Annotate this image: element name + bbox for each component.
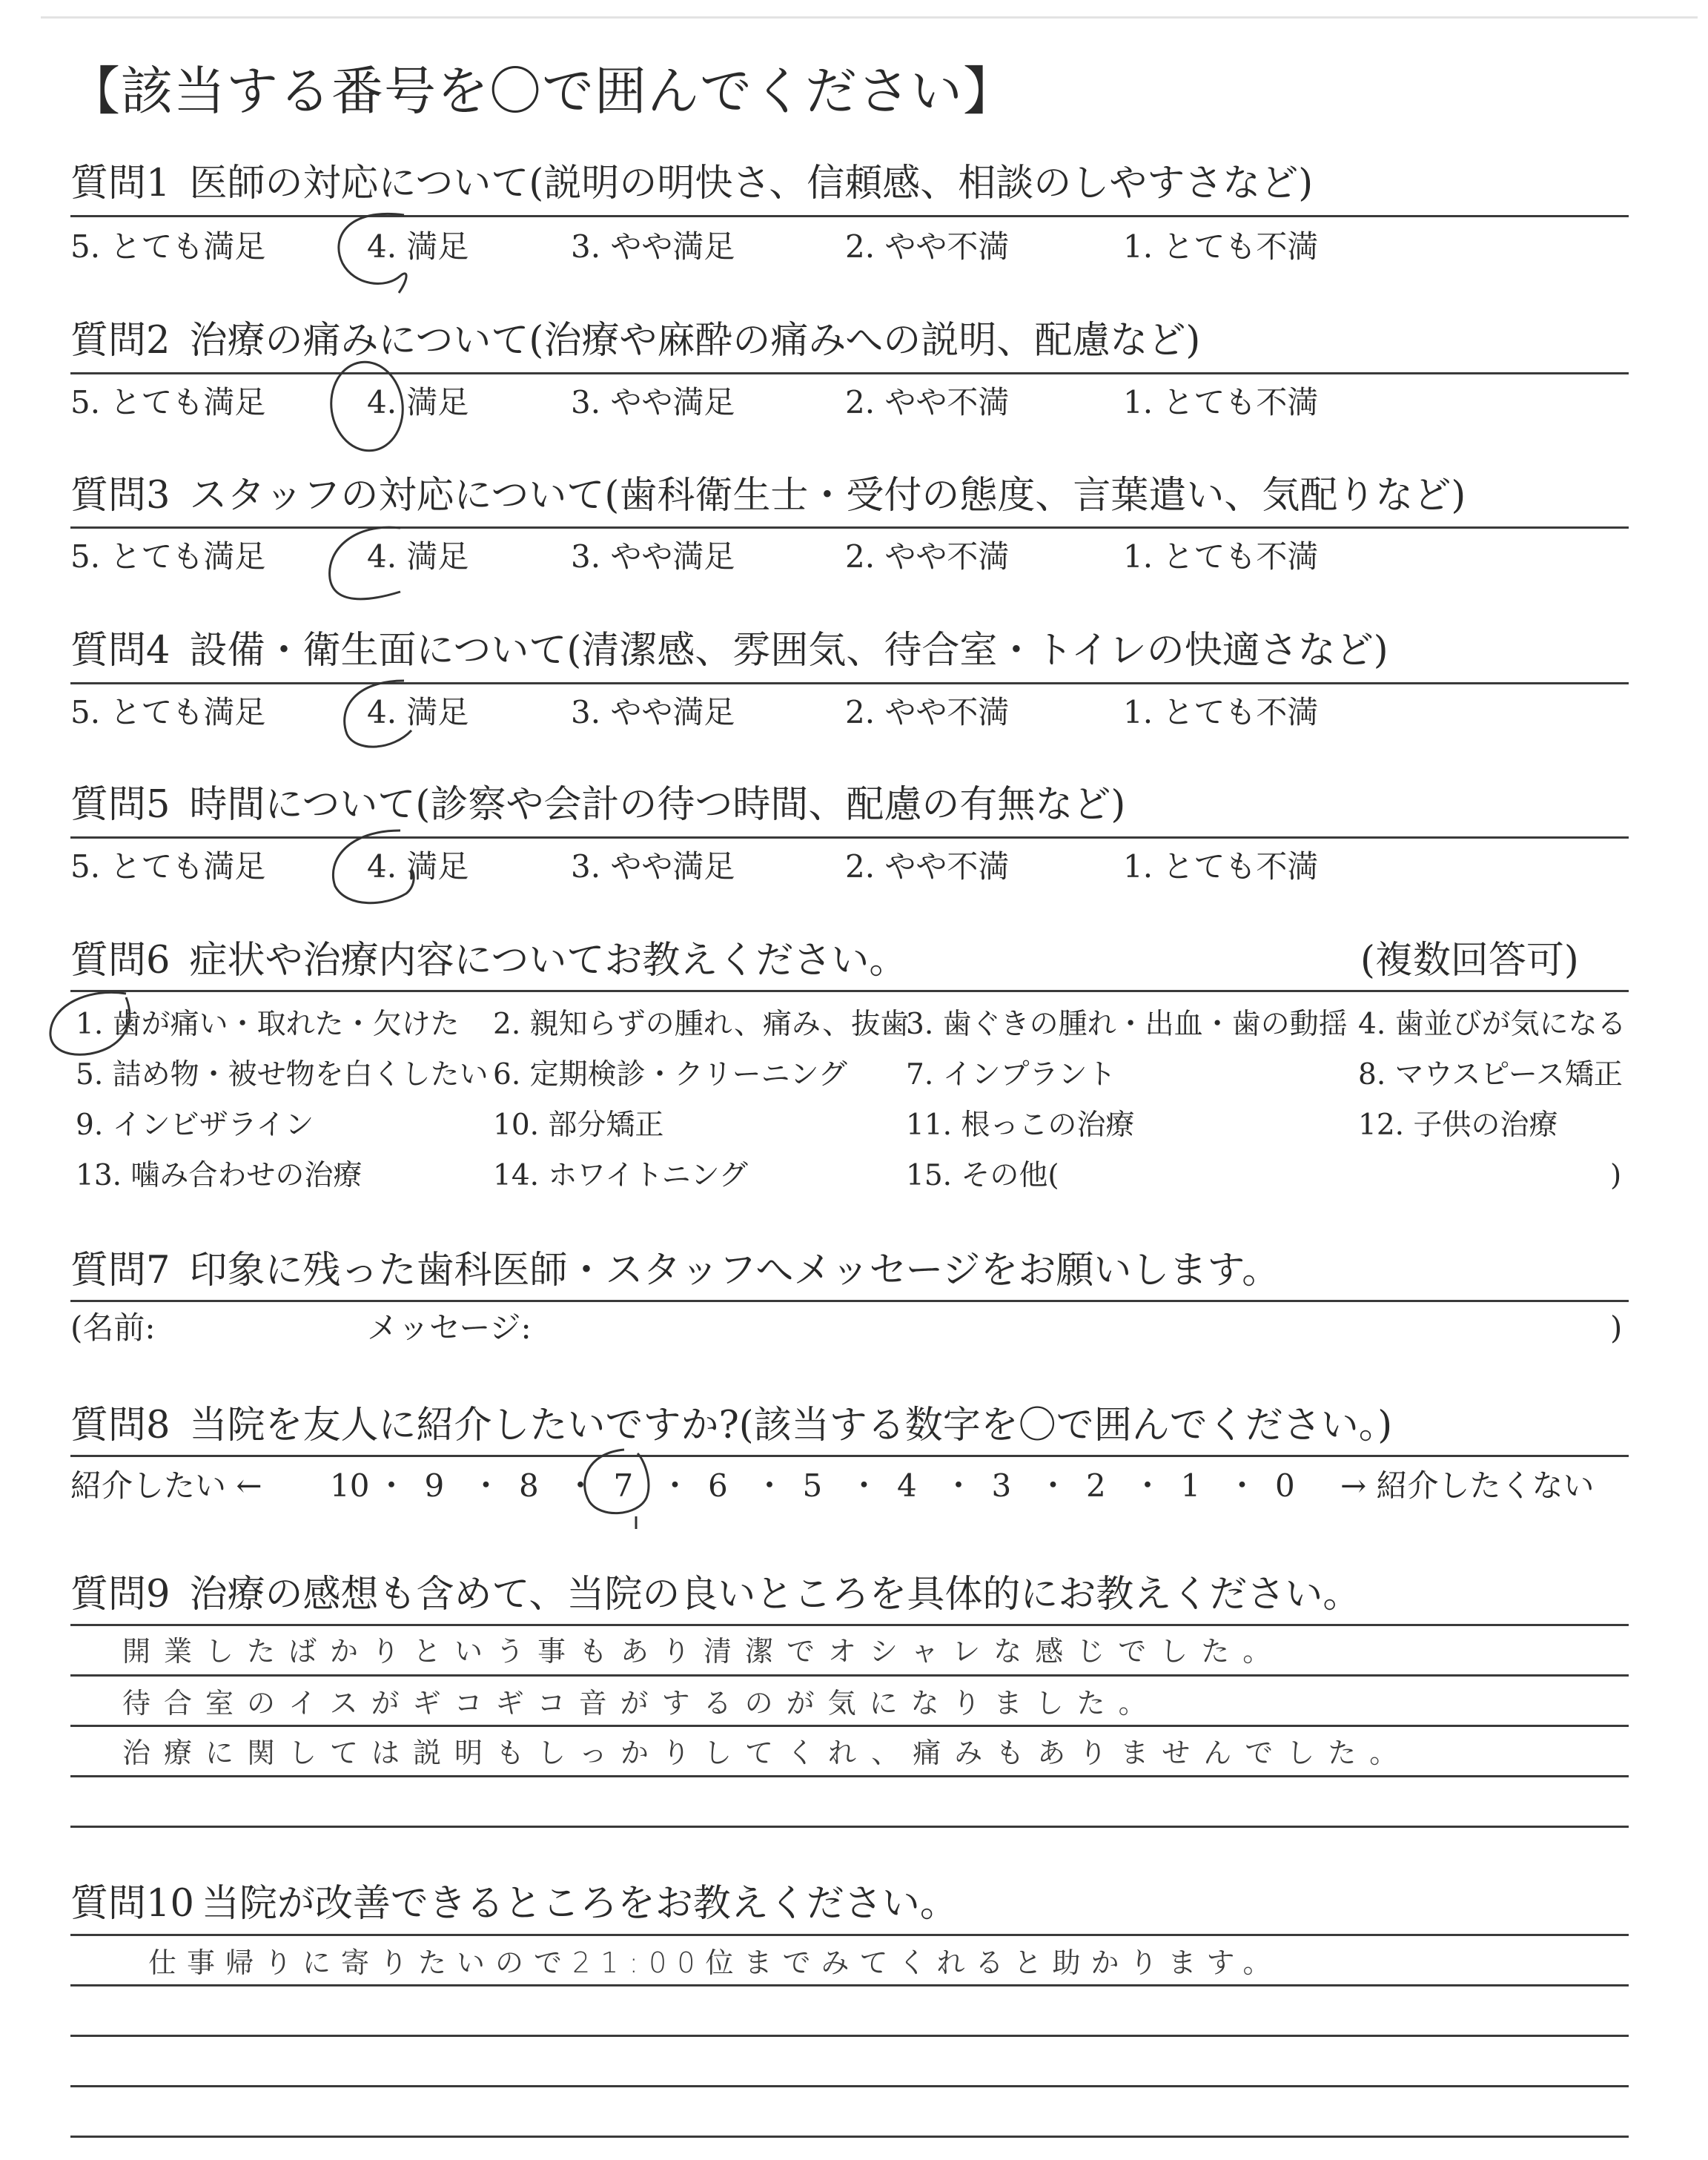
question-5-text: 時間について(診察や会計の待つ時間、配慮の有無など)	[189, 783, 1126, 827]
q8-scale-value-6[interactable]: 6	[708, 1467, 728, 1504]
question-8-label: 質問8	[70, 1404, 171, 1447]
question-8-text: 当院を友人に紹介したいですか?(該当する数字を〇で囲んでください。)	[189, 1404, 1393, 1447]
question-6-text: 症状や治療内容についてお教えください。	[189, 939, 907, 982]
q5-selection-circle	[333, 830, 414, 903]
q4-option-1[interactable]: 1. とても不満	[1123, 694, 1319, 730]
q7-close-paren: )	[1610, 1309, 1623, 1346]
q5-option-1[interactable]: 1. とても不満	[1123, 848, 1319, 885]
q6-option-10[interactable]: 10. 部分矯正	[493, 1109, 664, 1142]
q3-option-5[interactable]: 5. とても満足	[70, 538, 266, 575]
q6-option-11[interactable]: 11. 根っこの治療	[906, 1109, 1135, 1142]
q8-selection-circle	[585, 1450, 649, 1529]
q3-option-2[interactable]: 2. やや不満	[845, 538, 1010, 575]
question-9-label: 質問9	[70, 1573, 171, 1616]
q8-scale-value-3[interactable]: 3	[991, 1467, 1012, 1504]
q6-selection-circle	[50, 992, 130, 1054]
q2-option-2[interactable]: 2. やや不満	[845, 384, 1010, 420]
q8-right-label: → 紹介したくない	[1340, 1467, 1595, 1504]
q8-scale-separator: ・	[943, 1467, 975, 1504]
q1-option-1[interactable]: 1. とても不満	[1123, 228, 1319, 265]
q3-option-1[interactable]: 1. とても不満	[1123, 538, 1319, 575]
q6-option-14[interactable]: 14. ホワイトニング	[493, 1159, 748, 1192]
q8-scale-value-5[interactable]: 5	[802, 1467, 823, 1504]
q8-scale-separator: ・	[659, 1467, 691, 1504]
q5-option-5[interactable]: 5. とても満足	[70, 848, 266, 885]
question-10-label: 質問10	[70, 1882, 194, 1926]
q8-scale-separator: ・	[848, 1467, 880, 1504]
q6-option-7[interactable]: 7. インプラント	[906, 1058, 1116, 1091]
q2-option-4[interactable]: 4. 満足	[367, 384, 469, 420]
q6-option-3[interactable]: 3. 歯ぐきの腫れ・出血・歯の動揺	[906, 1008, 1348, 1041]
q6-option-8[interactable]: 8. マウスピース矯正	[1358, 1058, 1623, 1091]
q8-scale-separator: ・	[1132, 1467, 1164, 1504]
q6-option-5[interactable]: 5. 詰め物・被せ物を白くしたい	[76, 1058, 489, 1091]
q8-scale-value-4[interactable]: 4	[897, 1467, 917, 1504]
q4-option-5[interactable]: 5. とても満足	[70, 694, 266, 730]
q8-scale-value-9[interactable]: 9	[424, 1467, 445, 1504]
q5-option-2[interactable]: 2. やや不満	[845, 848, 1010, 885]
question-1-label: 質問1	[70, 162, 171, 205]
q2-option-5[interactable]: 5. とても満足	[70, 384, 266, 420]
q2-option-1[interactable]: 1. とても不満	[1123, 384, 1319, 420]
question-10-text: 当院が改善できるところをお教えください。	[201, 1882, 958, 1926]
q2-option-3[interactable]: 3. やや満足	[571, 384, 735, 420]
q6-option-9[interactable]: 9. インビザライン	[76, 1109, 314, 1142]
q8-scale-separator: ・	[470, 1467, 502, 1504]
q1-option-3[interactable]: 3. やや満足	[571, 228, 735, 265]
q6-option-1[interactable]: 1. 歯が痛い・取れた・欠けた	[76, 1008, 460, 1041]
q9-handwritten-answer-1[interactable]: 開業したばかりという事もあり清潔でオシャレな感じでした。	[122, 1635, 1285, 1668]
question-3-label: 質問3	[70, 474, 171, 518]
q3-selection-circle	[330, 527, 400, 599]
q6-option-15[interactable]: 15. その他(	[906, 1159, 1059, 1192]
question-2-text: 治療の痛みについて(治療や麻酔の痛みへの説明、配慮など)	[189, 319, 1201, 363]
question-5-label: 質問5	[70, 783, 171, 827]
q8-scale-separator: ・	[1037, 1467, 1069, 1504]
q8-scale-value-0[interactable]: 0	[1275, 1467, 1295, 1504]
q8-scale-separator: ・	[1226, 1467, 1258, 1504]
question-3-text: スタッフの対応について(歯科衛生士・受付の態度、言葉遣い、気配りなど)	[189, 474, 1466, 518]
q6-option-4[interactable]: 4. 歯並びが気になる	[1358, 1008, 1626, 1041]
q7-message-label: メッセージ:	[367, 1309, 532, 1346]
q5-option-3[interactable]: 3. やや満足	[571, 848, 735, 885]
q8-scale-separator: ・	[754, 1467, 786, 1504]
page-title: 【該当する番号を〇で囲んでください】	[68, 61, 1016, 122]
q3-option-3[interactable]: 3. やや満足	[571, 538, 735, 575]
q8-scale-separator: ・	[565, 1467, 597, 1504]
question-7-text: 印象に残った歯科医師・スタッフへメッセージをお願いします。	[189, 1249, 1280, 1292]
question-4-label: 質問4	[70, 629, 171, 673]
q8-scale-value-2[interactable]: 2	[1086, 1467, 1106, 1504]
question-7-label: 質問7	[70, 1249, 171, 1292]
q6-option-6[interactable]: 6. 定期検診・クリーニング	[493, 1058, 847, 1091]
q2-selection-circle	[325, 357, 408, 455]
question-1-text: 医師の対応について(説明の明快さ、信頼感、相談のしやすさなど)	[189, 162, 1314, 205]
q4-option-4[interactable]: 4. 満足	[367, 694, 469, 730]
q8-scale-value-10[interactable]: 10	[330, 1467, 370, 1504]
q1-option-4[interactable]: 4. 満足	[367, 228, 469, 265]
q1-option-5[interactable]: 5. とても満足	[70, 228, 266, 265]
q4-option-2[interactable]: 2. やや不満	[845, 694, 1010, 730]
q8-scale-value-1[interactable]: 1	[1180, 1467, 1201, 1504]
question-6-note: (複数回答可)	[1360, 939, 1579, 982]
q6-option-13[interactable]: 13. 噛み合わせの治療	[76, 1159, 363, 1192]
q6-option-12[interactable]: 12. 子供の治療	[1358, 1109, 1558, 1142]
q4-selection-circle	[345, 681, 411, 747]
q4-option-3[interactable]: 3. やや満足	[571, 694, 735, 730]
q3-option-4[interactable]: 4. 満足	[367, 538, 469, 575]
q9-handwritten-answer-2[interactable]: 待合室のイスがギコギコ音がするのが気になりました。	[122, 1687, 1160, 1720]
question-4-text: 設備・衛生面について(清潔感、雰囲気、待合室・トイレの快適さなど)	[189, 629, 1388, 673]
q6-other-close-paren: )	[1610, 1159, 1622, 1192]
q8-scale-value-7[interactable]: 7	[613, 1467, 634, 1504]
q9-handwritten-answer-3[interactable]: 治療に関しては説明もしっかりしてくれ、痛みもありませんでした。	[122, 1737, 1411, 1769]
q5-option-4[interactable]: 4. 満足	[367, 848, 469, 885]
q1-option-2[interactable]: 2. やや不満	[845, 228, 1010, 265]
question-2-label: 質問2	[70, 319, 171, 363]
q7-name-label: (名前:	[70, 1309, 156, 1346]
question-6-label: 質問6	[70, 939, 171, 982]
q8-left-label: 紹介したい ←	[70, 1467, 262, 1504]
q6-option-2[interactable]: 2. 親知らずの腫れ、痛み、抜歯	[493, 1008, 910, 1041]
question-9-text: 治療の感想も含めて、当院の良いところを具体的にお教えください。	[189, 1573, 1361, 1616]
q8-scale-separator: ・	[376, 1467, 408, 1504]
q1-selection-circle	[339, 214, 406, 293]
q10-handwritten-answer-1[interactable]: 仕事帰りに寄りたいので21:00位までみてくれると助かります。	[148, 1946, 1282, 1979]
q8-scale-value-8[interactable]: 8	[519, 1467, 539, 1504]
